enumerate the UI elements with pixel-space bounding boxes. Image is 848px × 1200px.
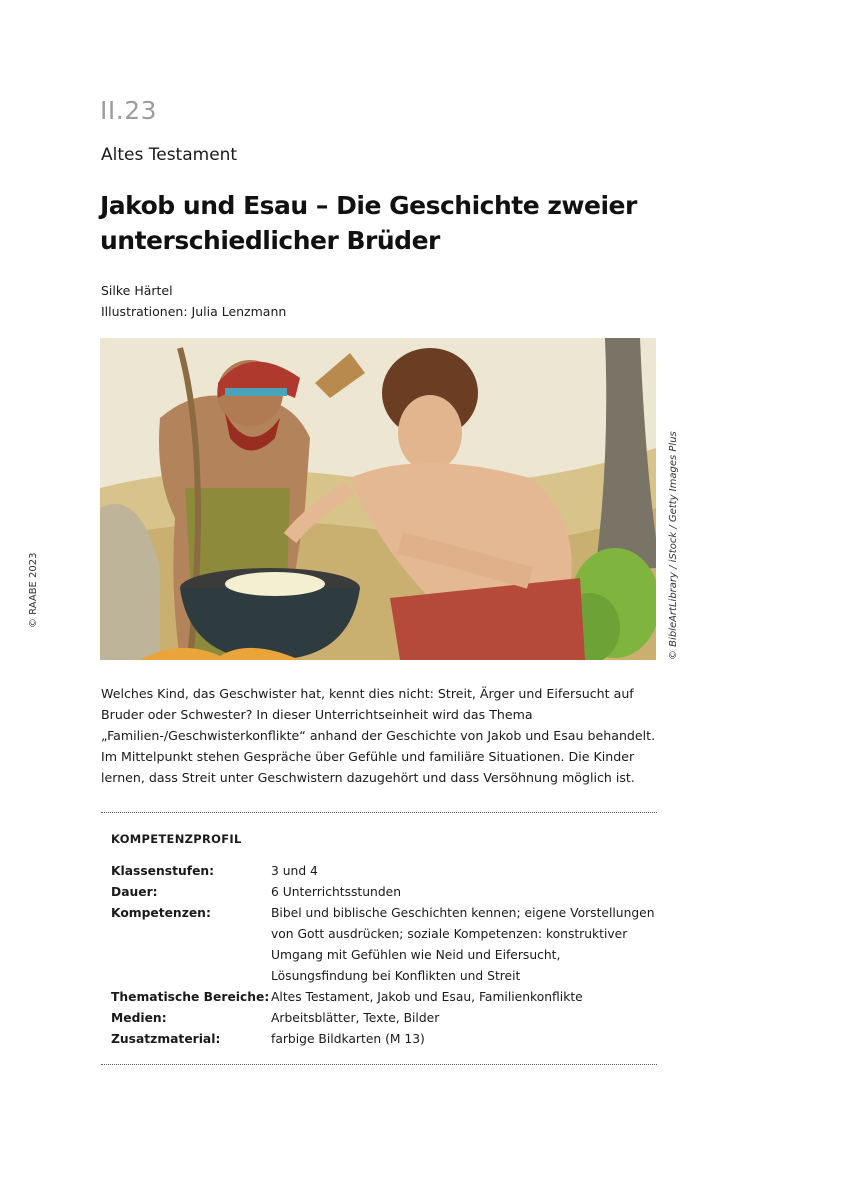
divider-bottom: [101, 1064, 657, 1065]
profile-value: farbige Bildkarten (M 13): [271, 1032, 425, 1046]
section-number: II.23: [100, 96, 158, 125]
profile-heading: KOMPETENZPROFIL: [111, 832, 242, 846]
illustrator-credit: Illustrationen: Julia Lenzmann: [101, 304, 287, 319]
profile-value: Arbeitsblätter, Texte, Bilder: [271, 1011, 440, 1025]
profile-label: Thematische Bereiche:: [111, 990, 270, 1004]
profile-label: Klassenstufen:: [111, 864, 215, 878]
side-copyright: © RAABE 2023: [28, 552, 39, 628]
profile-label: Zusatzmaterial:: [111, 1032, 221, 1046]
divider-top: [101, 812, 657, 813]
profile-value: 6 Unterrichtsstunden: [271, 885, 401, 899]
profile-label: Kompetenzen:: [111, 906, 211, 920]
profile-value: Bibel und biblische Geschichten kennen; eigene Vorstellungen von Gott ausdrücken; soziale Kompetenzen: konstruktiver Umgang mit Gefühlen wie Neid und Eifersucht, Lösungsfindung bei Konflikten und Streit: [271, 906, 655, 983]
intro-paragraph: Welches Kind, das Geschwister hat, kennt dies nicht: Streit, Ärger und Eifersucht auf Bruder oder Schwester? In dieser Unterrichtseinheit wird das Thema „Familien-/Geschwisterkonflikte“ anhand der Geschichte von Jakob und Esau behandelt. Im Mittelpunkt stehen Gespräche über Gefühle und familiäre Situationen. Die Kinder lernen, dass Streit unter Geschwistern dazugehört und dass Versöhnung möglich ist.: [101, 686, 656, 785]
illustration-jakob-esau: [100, 338, 656, 660]
profile-label: Medien:: [111, 1011, 167, 1025]
profile-label: Dauer:: [111, 885, 158, 899]
category-label: Altes Testament: [101, 145, 238, 165]
illustration-drawing: [100, 338, 656, 660]
profile-value: 3 und 4: [271, 864, 318, 878]
author: Silke Härtel: [101, 283, 173, 298]
profile-value: Altes Testament, Jakob und Esau, Familienkonflikte: [271, 990, 583, 1004]
image-credit: © BibleArtLibrary / iStock / Getty Images Plus: [668, 431, 679, 660]
page-title: Jakob und Esau – Die Geschichte zweier unterschiedlicher Brüder: [100, 191, 637, 255]
